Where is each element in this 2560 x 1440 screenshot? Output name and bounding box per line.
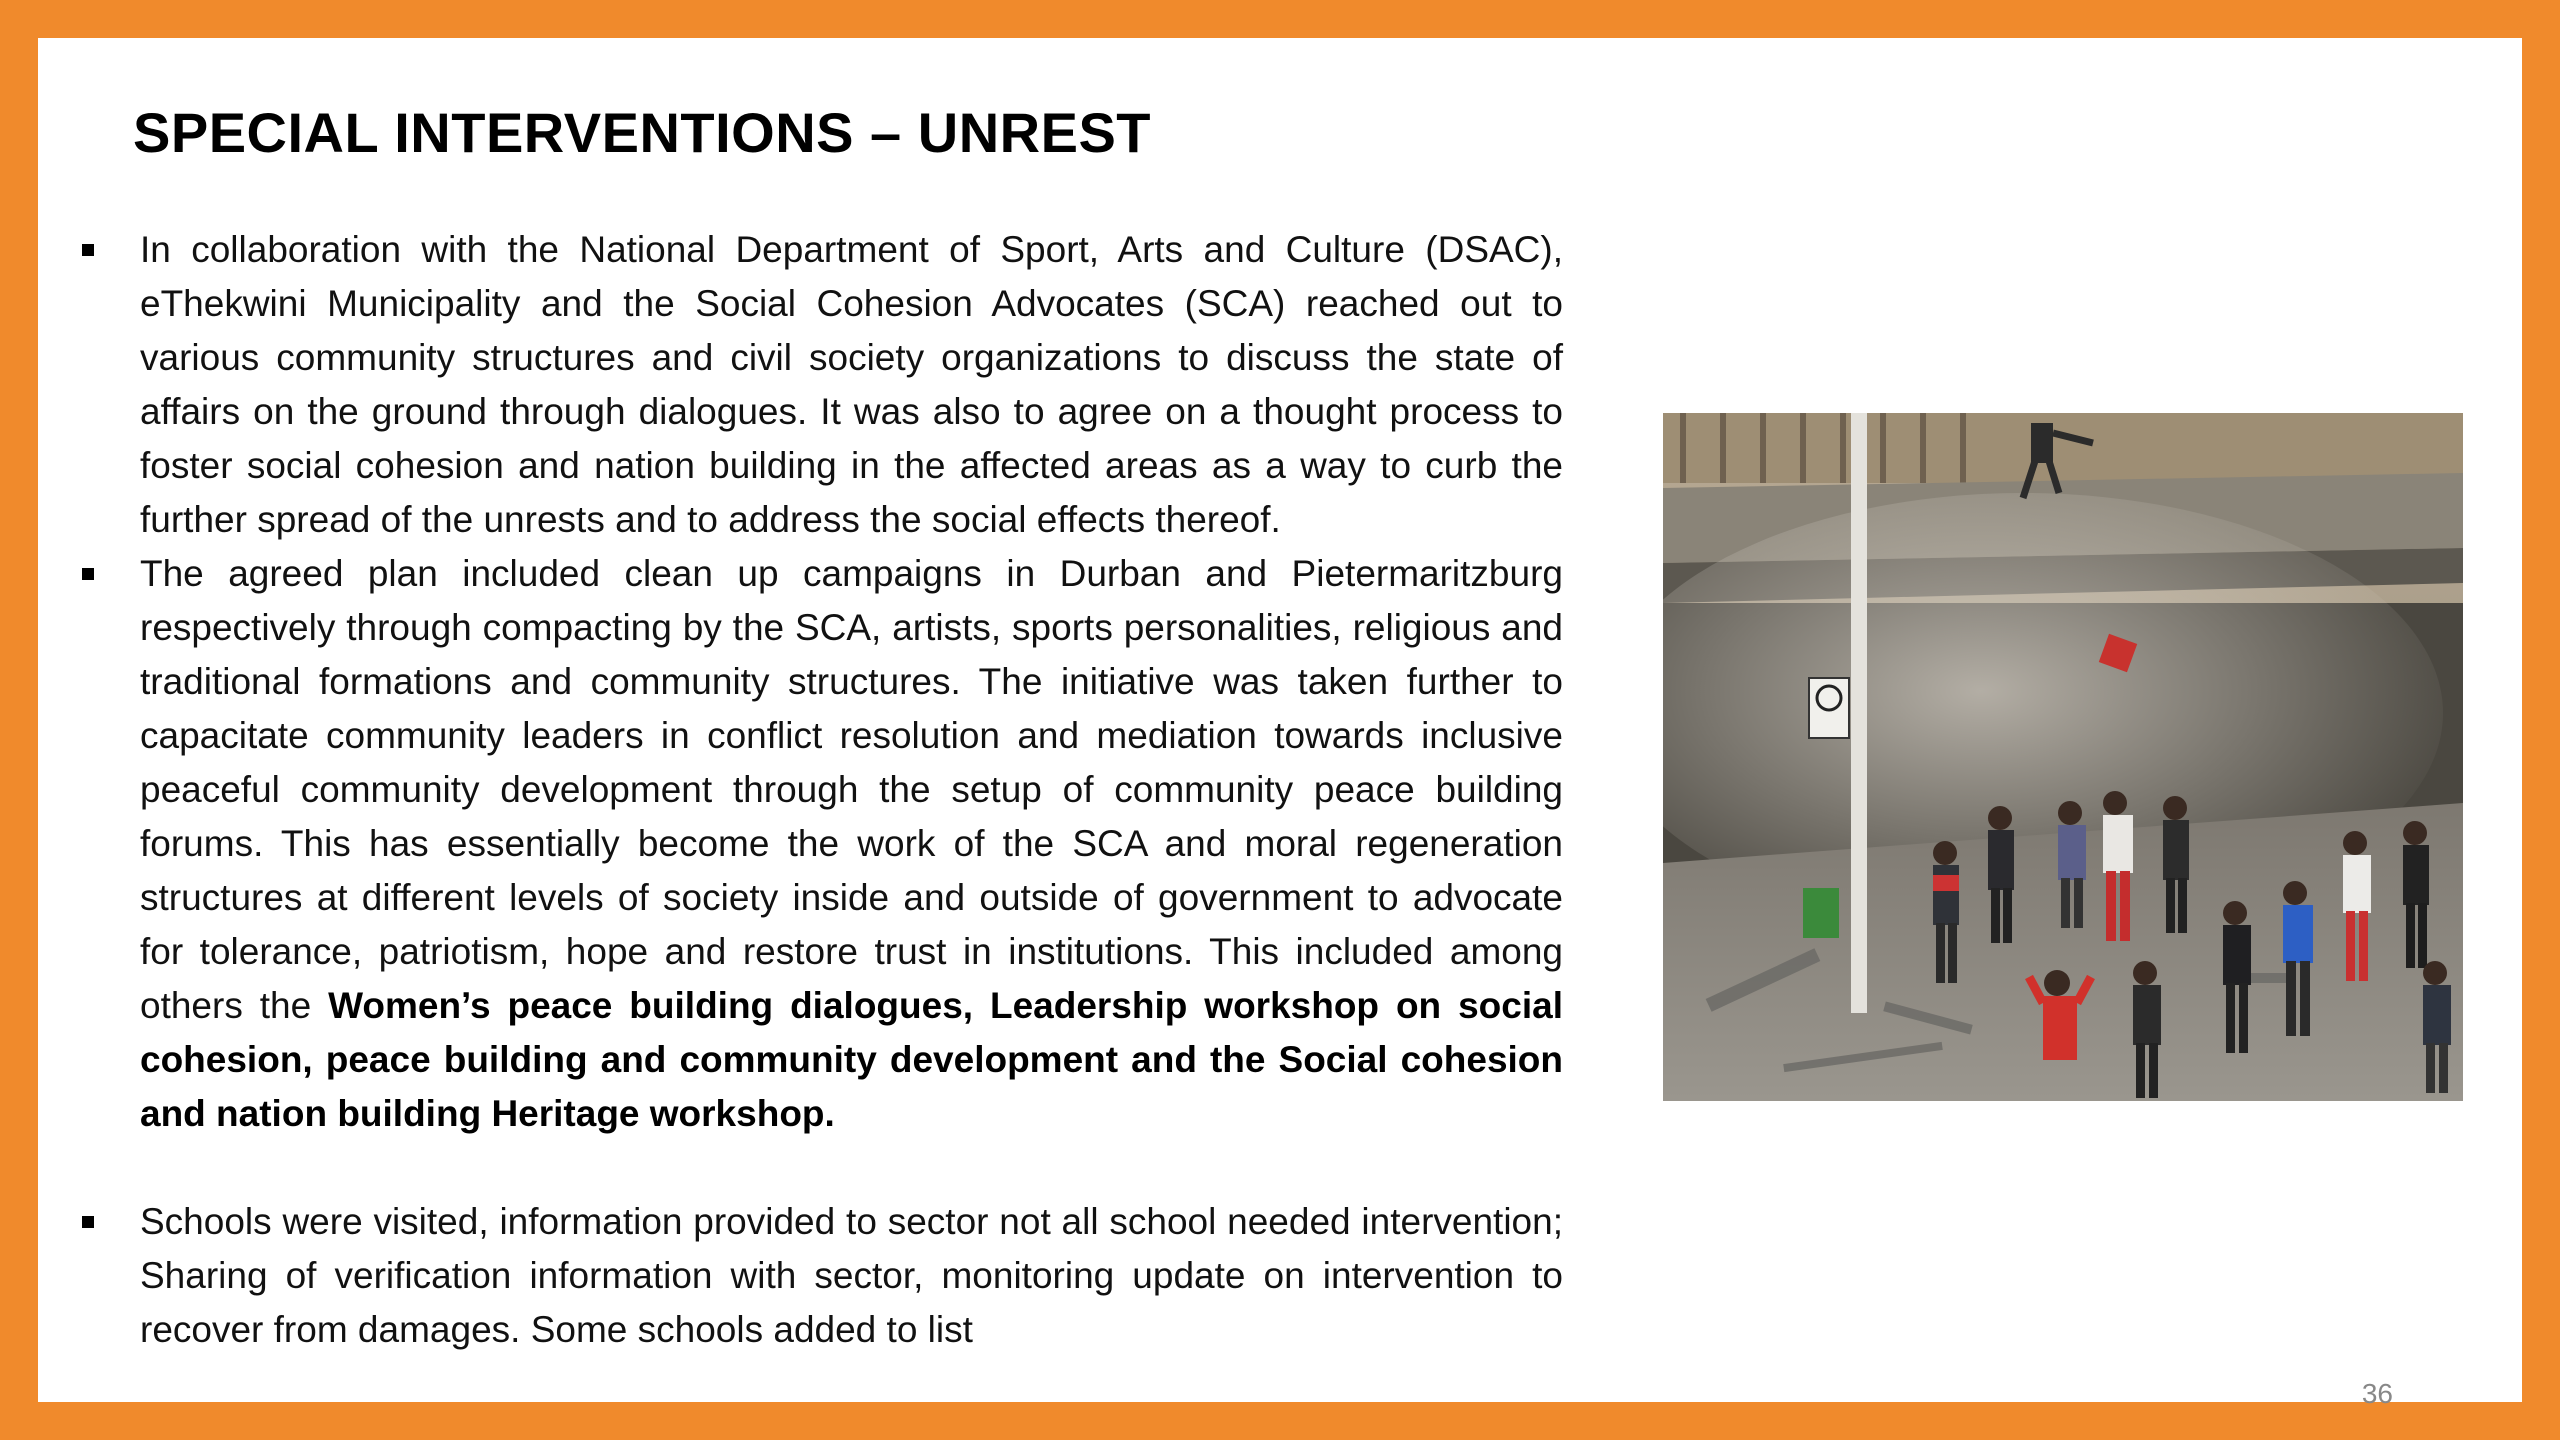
- bullet-text: In collaboration with the National Department of Sport, Arts and Culture (DSAC), eThekwini Municipality and the Social Cohesion Advocates (SCA) reached out to various community structures and civil society organizations to discuss the state of affairs on the ground through dialogues. It was also to agree on a thought process to foster social cohesion and nation building in the affected areas as a way to curb the further spread of the unrests and to address the social effects thereof.: [140, 229, 1563, 540]
- bullet-text: The agreed plan included clean up campaigns in Durban and Pietermaritzburg respectively through compacting by the SCA, artists, sports personalities, religious and traditional formations and community structures. The initiative was taken further to capacitate community leaders in conflict resolution and mediation towards inclusive peaceful community development through the setup of community peace building forums. This has essentially become the work of the SCA and moral regeneration structures at different levels of society inside and outside of government to advocate for tolerance, patriotism, hope and restore trust in institutions. This included among others the: [140, 553, 1563, 1026]
- bullet-text: Schools were visited, information provided to sector not all school needed intervention; Sharing of verification information with sector, monitoring update on intervention to recover from damages. Some schools added to list: [140, 1201, 1563, 1350]
- slide: [38, 38, 2522, 1409]
- page-number: 36: [2361, 1378, 2393, 1409]
- slide-title: SPECIAL INTERVENTIONS – UNREST: [133, 101, 1151, 164]
- square-bullet-icon: [82, 568, 94, 580]
- square-bullet-icon: [82, 1216, 94, 1228]
- unrest-photo: [1663, 413, 2463, 1101]
- bullet-bold-text: Women’s peace building dialogues, Leadership workshop on social cohesion, peace building and community development and the Social cohesion and nation building Heritage workshop.: [140, 985, 1563, 1134]
- bullet-item: [38, 223, 1563, 547]
- bullet-item: [38, 547, 1563, 1141]
- bullet-list: [38, 223, 1563, 1357]
- square-bullet-icon: [82, 244, 94, 256]
- bullet-item: [38, 1195, 1563, 1357]
